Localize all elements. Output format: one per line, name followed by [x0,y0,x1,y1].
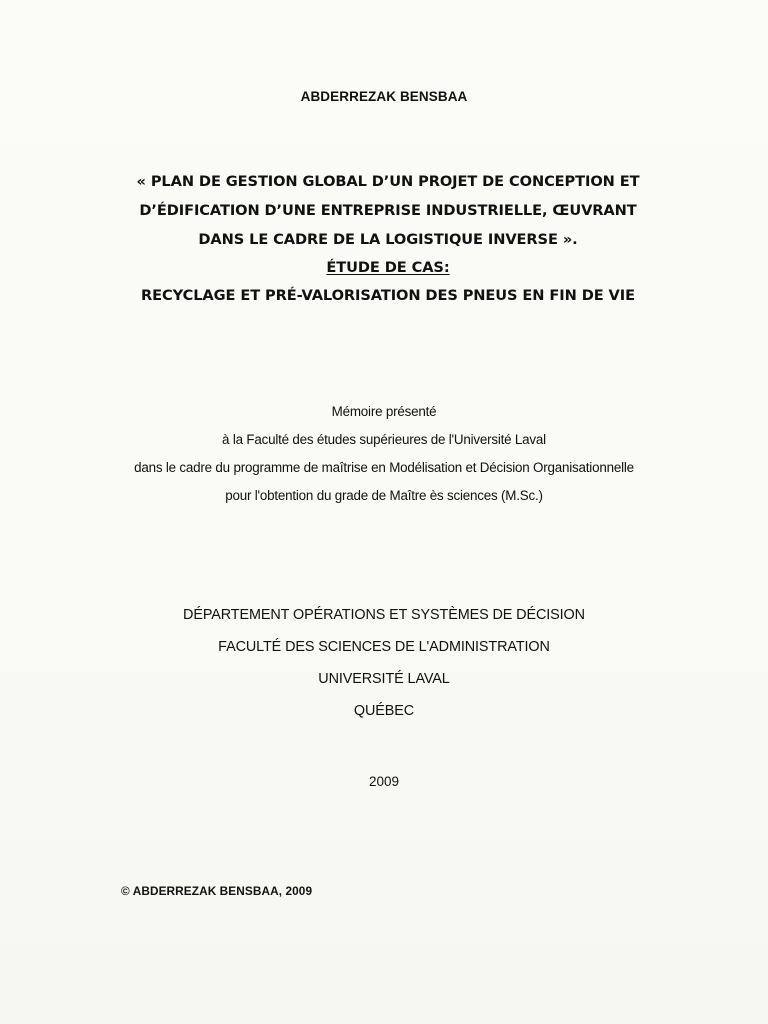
case-study-label: ÉTUDE DE CAS: [326,259,450,276]
title-line-5: RECYCLAGE ET PRÉ-VALORISATION DES PNEUS EN FIN DE VIE [141,287,635,304]
title-line-1: « PLAN DE GESTION GLOBAL D’UN PROJET DE CONCEPTION ET [136,173,640,190]
title-line-2: D’ÉDIFICATION D’UNE ENTREPRISE INDUSTRIELLE, ŒUVRANT [139,202,637,219]
copyright-notice: © ABDERREZAK BENSBAA, 2009 [121,884,313,898]
university-name: UNIVERSITÉ LAVAL [318,671,450,687]
city-name: QUÉBEC [353,703,415,719]
thesis-statement-line-2: à la Faculté des études supérieures de l'Université Laval [222,432,546,447]
faculty-name: FACULTÉ DES SCIENCES DE L'ADMINISTRATION [218,639,550,655]
year: 2009 [368,774,400,789]
thesis-statement-line-1: Mémoire présenté [331,404,437,419]
author-name: ABDERREZAK BENSBAA [300,89,468,104]
title-line-3: DANS LE CADRE DE LA LOGISTIQUE INVERSE ». [198,231,578,248]
thesis-statement-line-4: pour l'obtention du grade de Maître ès sciences (M.Sc.) [225,488,543,503]
thesis-statement-line-3: dans le cadre du programme de maîtrise en Modélisation et Décision Organisationnelle [134,460,634,475]
department-name: DÉPARTEMENT OPÉRATIONS ET SYSTÈMES DE DÉCISION [183,607,585,623]
